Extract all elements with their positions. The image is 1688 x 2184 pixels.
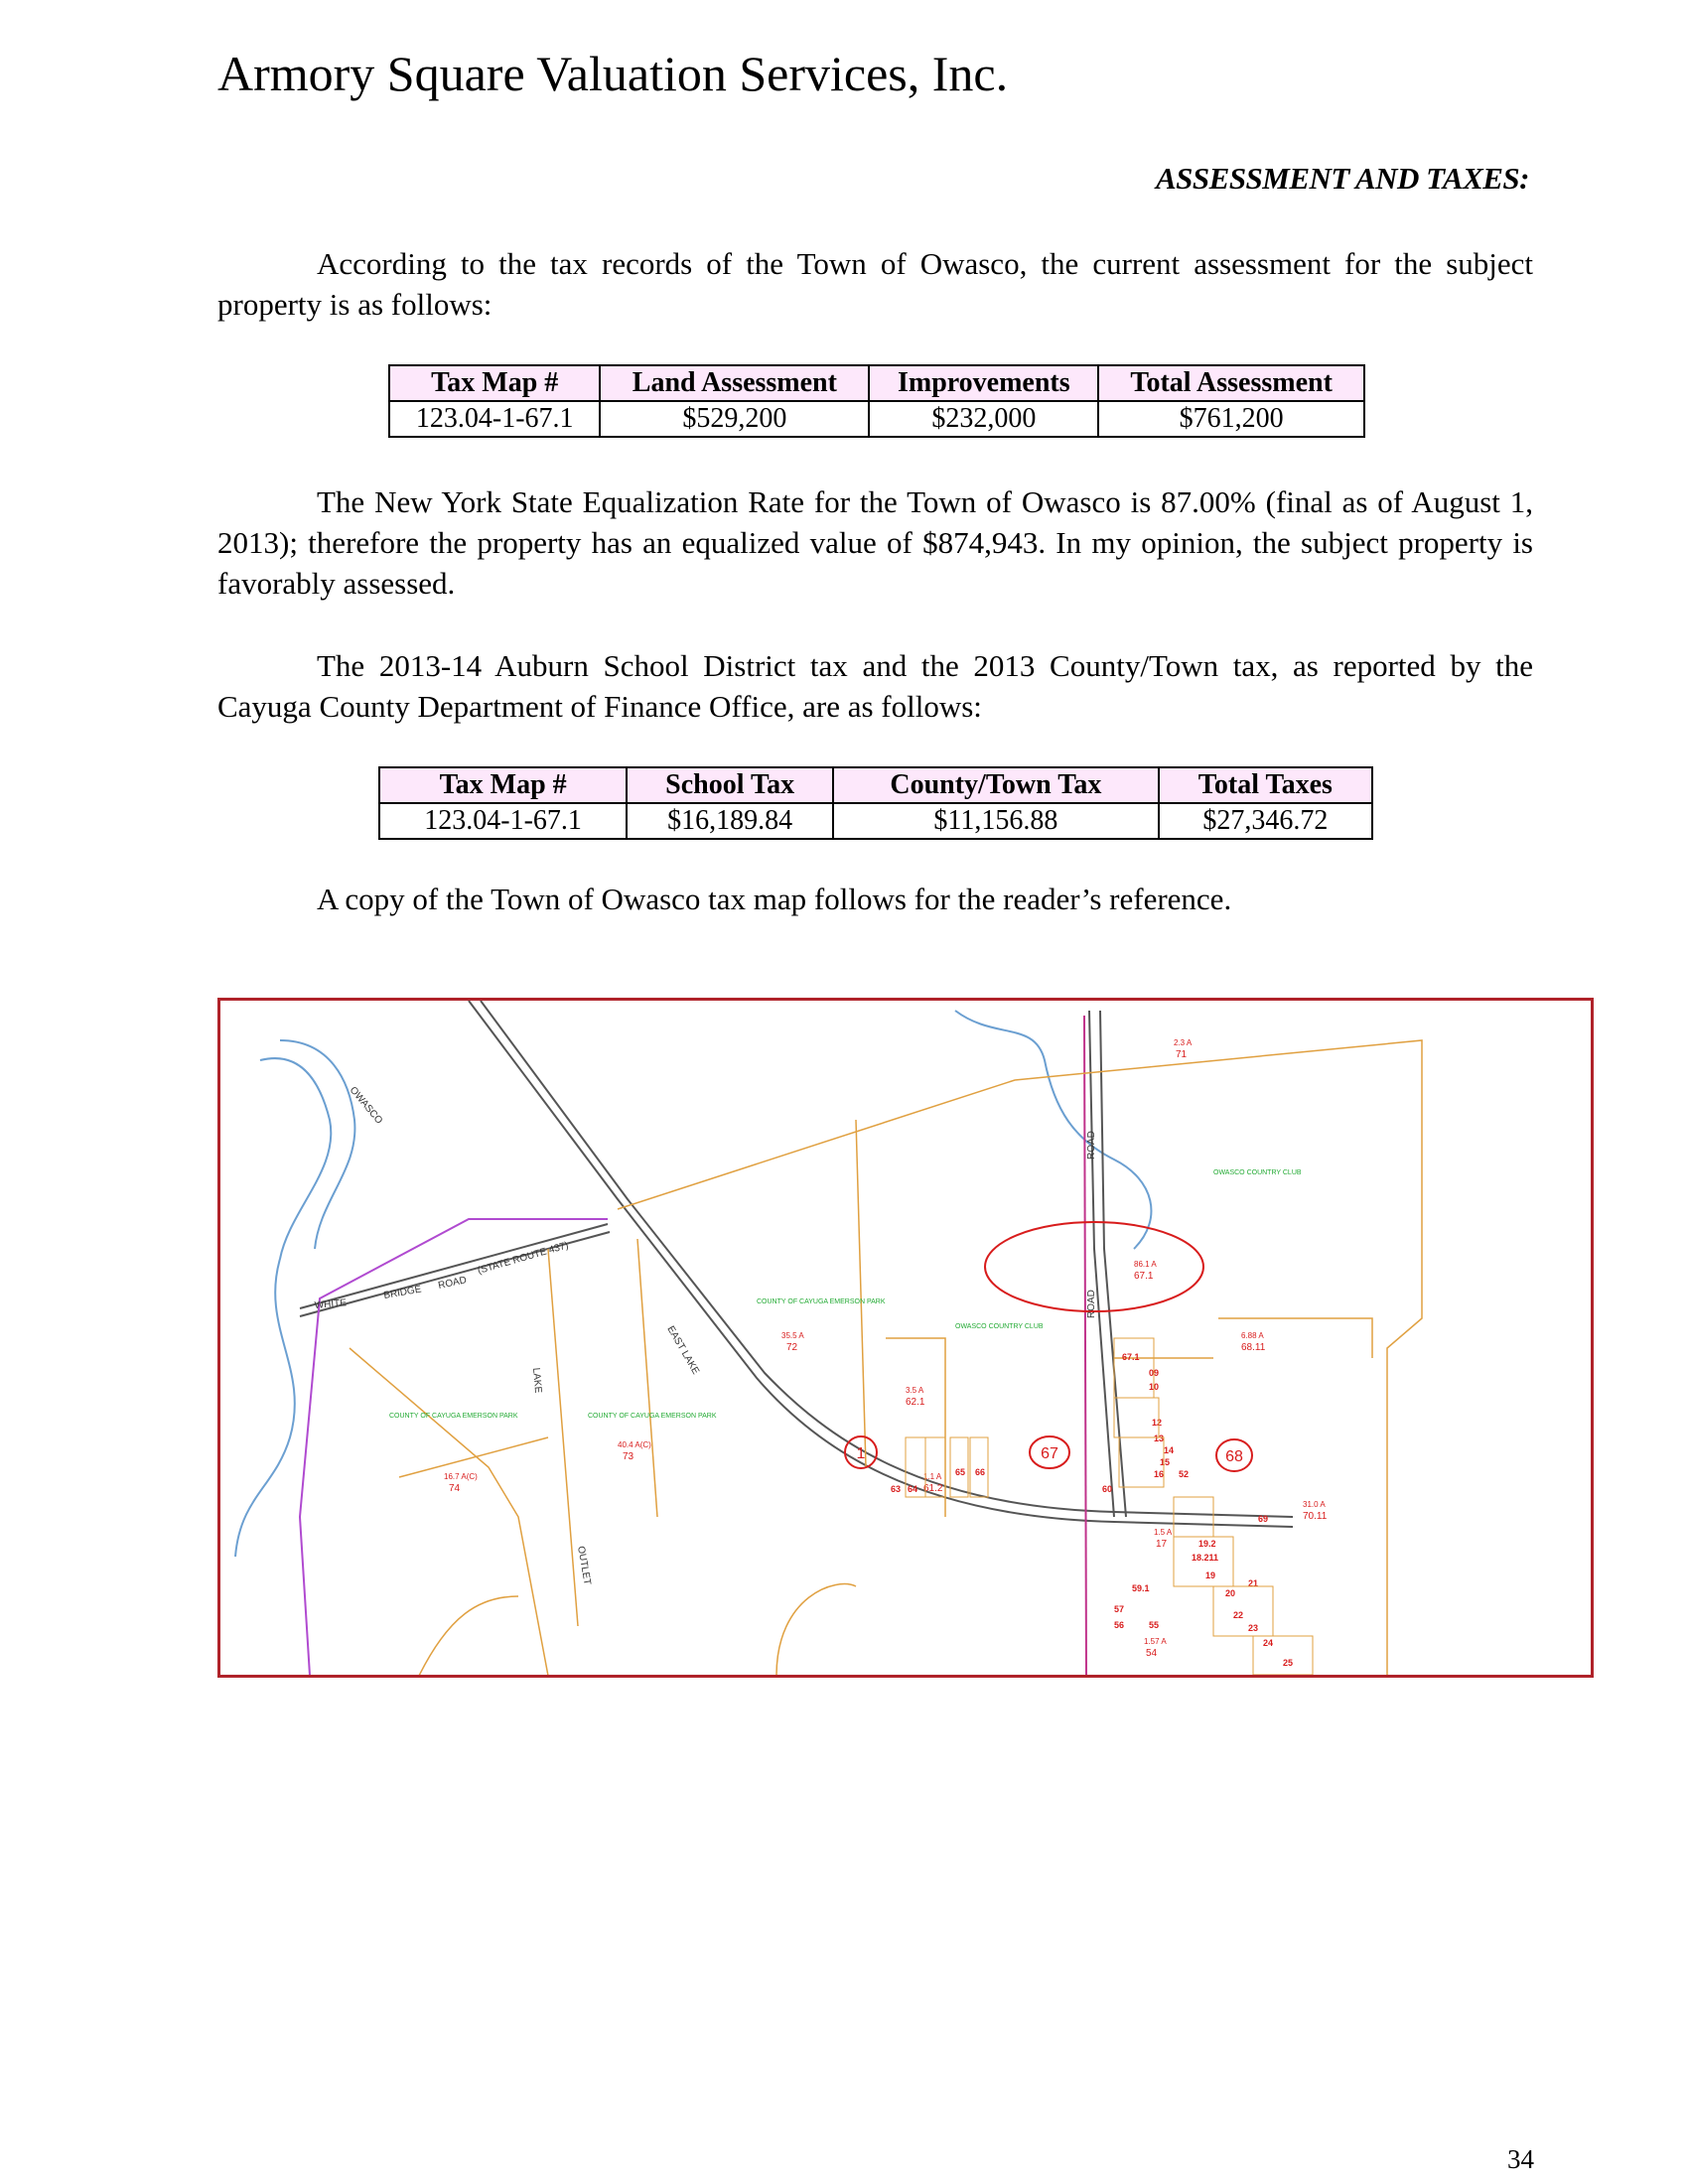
table-row — [389, 401, 1364, 437]
parcel-id: 17 — [1156, 1539, 1168, 1550]
parcel-id: 72 — [786, 1342, 798, 1353]
parcel-id: 61.2 — [923, 1483, 943, 1494]
parcel-area: 6.88 A — [1241, 1331, 1264, 1340]
lot-id: 12 — [1152, 1418, 1163, 1428]
taxes-table — [378, 766, 1373, 840]
table-cell: 123.04-1-67.1 — [379, 803, 627, 839]
table-cell: $232,000 — [869, 401, 1098, 437]
lot-id: 67.1 — [1122, 1352, 1140, 1362]
road-label: LAKE — [530, 1367, 544, 1394]
lot-id: 63 — [891, 1484, 902, 1494]
green-label: OWASCO COUNTRY CLUB — [955, 1323, 1044, 1330]
lot-id: 20 — [1225, 1588, 1236, 1598]
parcel-id: 74 — [449, 1483, 461, 1494]
lot-id: 69 — [1258, 1514, 1269, 1524]
tax-map — [217, 998, 1594, 1678]
parcel-id: 62.1 — [906, 1397, 925, 1408]
parcel-area: 40.4 A(C) — [618, 1440, 651, 1449]
green-label: COUNTY OF CAYUGA EMERSON PARK — [757, 1298, 886, 1305]
green-label: OWASCO COUNTRY CLUB — [1213, 1169, 1302, 1176]
table-cell: $16,189.84 — [627, 803, 833, 839]
parcel-area: 31.0 A — [1303, 1500, 1326, 1509]
lot-id: 19.2 — [1198, 1539, 1216, 1549]
lot-id: 15 — [1160, 1457, 1171, 1467]
lot-id: 10 — [1149, 1382, 1160, 1392]
paragraph-equalization: The New York State Equalization Rate for the Town of Owasco is 87.00% (final as of August 1, 2013); therefore the property has an equalized value of $874,943. In my opinion, the subject property is favorably assessed. — [217, 484, 1533, 601]
lot-id: 14 — [1164, 1445, 1175, 1455]
table-header-cell: Land Assessment — [600, 365, 869, 401]
road-state-route — [300, 1224, 608, 1308]
table-header-cell: Tax Map # — [389, 365, 600, 401]
road-label: ROAD — [1086, 1131, 1097, 1160]
paragraph-assessment-intro: According to the tax records of the Town of Owasco, the current assessment for the subject property is as follows: — [217, 246, 1533, 322]
lot-id: 57 — [1114, 1604, 1125, 1614]
parcel-area: 1.57 A — [1144, 1637, 1167, 1646]
table-row — [379, 803, 1372, 839]
assessment-table — [388, 364, 1365, 438]
table-header-cell: Improvements — [869, 365, 1098, 401]
table-header-row — [379, 767, 1372, 803]
circle-label: 67 — [1041, 1445, 1058, 1462]
parcel-id: 68.11 — [1241, 1342, 1266, 1353]
page-number: 34 — [1507, 2144, 1534, 2174]
table-cell: 123.04-1-67.1 — [389, 401, 600, 437]
road-east-lake — [481, 1001, 1293, 1517]
table-header-cell: County/Town Tax — [833, 767, 1159, 803]
road-label: OWASCO — [347, 1084, 385, 1127]
parcel-id: 71 — [1176, 1049, 1188, 1060]
table-cell: $761,200 — [1098, 401, 1364, 437]
lot-id: 66 — [975, 1467, 986, 1477]
table-header-cell: Total Taxes — [1159, 767, 1372, 803]
parcel-id: 67.1 — [1134, 1271, 1154, 1282]
road-label: OUTLET — [575, 1545, 593, 1586]
parcel-area: 2.3 A — [1174, 1038, 1193, 1047]
lot-id: 21 — [1248, 1578, 1259, 1588]
creek-line — [955, 1011, 1151, 1249]
parcel-area: 35.5 A — [781, 1331, 804, 1340]
lot-id: 16 — [1154, 1469, 1165, 1479]
paragraph-map-reference: A copy of the Town of Owasco tax map follows for the reader’s reference. — [317, 882, 1232, 916]
road-label: BRIDGE — [382, 1284, 423, 1301]
lot-id: 52 — [1179, 1469, 1190, 1479]
lot-id: 22 — [1233, 1610, 1244, 1620]
road-label: WHITE — [314, 1297, 348, 1311]
parcel-area: 1.1 A — [923, 1472, 942, 1481]
green-label: COUNTY OF CAYUGA EMERSON PARK — [588, 1413, 717, 1420]
lot-id: 55 — [1149, 1620, 1160, 1630]
lot-id: 13 — [1154, 1433, 1165, 1443]
lot-id: 24 — [1263, 1638, 1274, 1648]
parcel-area: 16.7 A(C) — [444, 1472, 478, 1481]
parcel-id: 70.11 — [1303, 1511, 1328, 1522]
lot-id: 25 — [1283, 1658, 1294, 1668]
table-header-cell: School Tax — [627, 767, 833, 803]
lot-id: 09 — [1149, 1368, 1160, 1378]
green-label: COUNTY OF CAYUGA EMERSON PARK — [389, 1413, 518, 1420]
table-cell: $27,346.72 — [1159, 803, 1372, 839]
circle-label: 68 — [1225, 1448, 1243, 1465]
company-header: Armory Square Valuation Services, Inc. — [217, 46, 1009, 101]
table-header-cell: Total Assessment — [1098, 365, 1364, 401]
table-header-cell: Tax Map # — [379, 767, 627, 803]
parcel-area: 86.1 A — [1134, 1260, 1157, 1269]
road-label: ROAD — [437, 1275, 468, 1292]
table-cell: $529,200 — [600, 401, 869, 437]
parcel-id: 73 — [623, 1451, 634, 1462]
road-label: EAST LAKE — [664, 1324, 702, 1377]
lot-id: 23 — [1248, 1623, 1259, 1633]
lot-id: 59.1 — [1132, 1583, 1150, 1593]
parcel-area: 1.5 A — [1154, 1528, 1173, 1537]
lot-id: 60 — [1102, 1484, 1113, 1494]
road-label: (STATE ROUTE 437) — [476, 1240, 570, 1277]
table-header-row — [389, 365, 1364, 401]
lot-id: 56 — [1114, 1620, 1125, 1630]
lot-id: 64 — [908, 1484, 918, 1494]
table-cell: $11,156.88 — [833, 803, 1159, 839]
lot-id: 19 — [1205, 1570, 1216, 1580]
lot-id: 18.211 — [1192, 1553, 1219, 1563]
creek-line — [280, 1040, 354, 1249]
road-label: ROAD — [1086, 1290, 1097, 1318]
road-vertical — [1100, 1011, 1126, 1517]
lot-id: 65 — [955, 1467, 966, 1477]
section-heading: ASSESSMENT AND TAXES: — [1155, 161, 1529, 196]
paragraph-taxes-intro: The 2013-14 Auburn School District tax and the 2013 County/Town tax, as reported by the Cayuga County Department of Finance Office, are as follows: — [217, 648, 1533, 724]
town-boundary — [1084, 1016, 1086, 1675]
parcel-area: 3.5 A — [906, 1386, 924, 1395]
parcel-lines — [347, 1040, 1422, 1675]
tax-map-drawing — [220, 1001, 1591, 1675]
parcel-id: 54 — [1146, 1648, 1158, 1659]
circle-label: 1 — [856, 1445, 866, 1462]
